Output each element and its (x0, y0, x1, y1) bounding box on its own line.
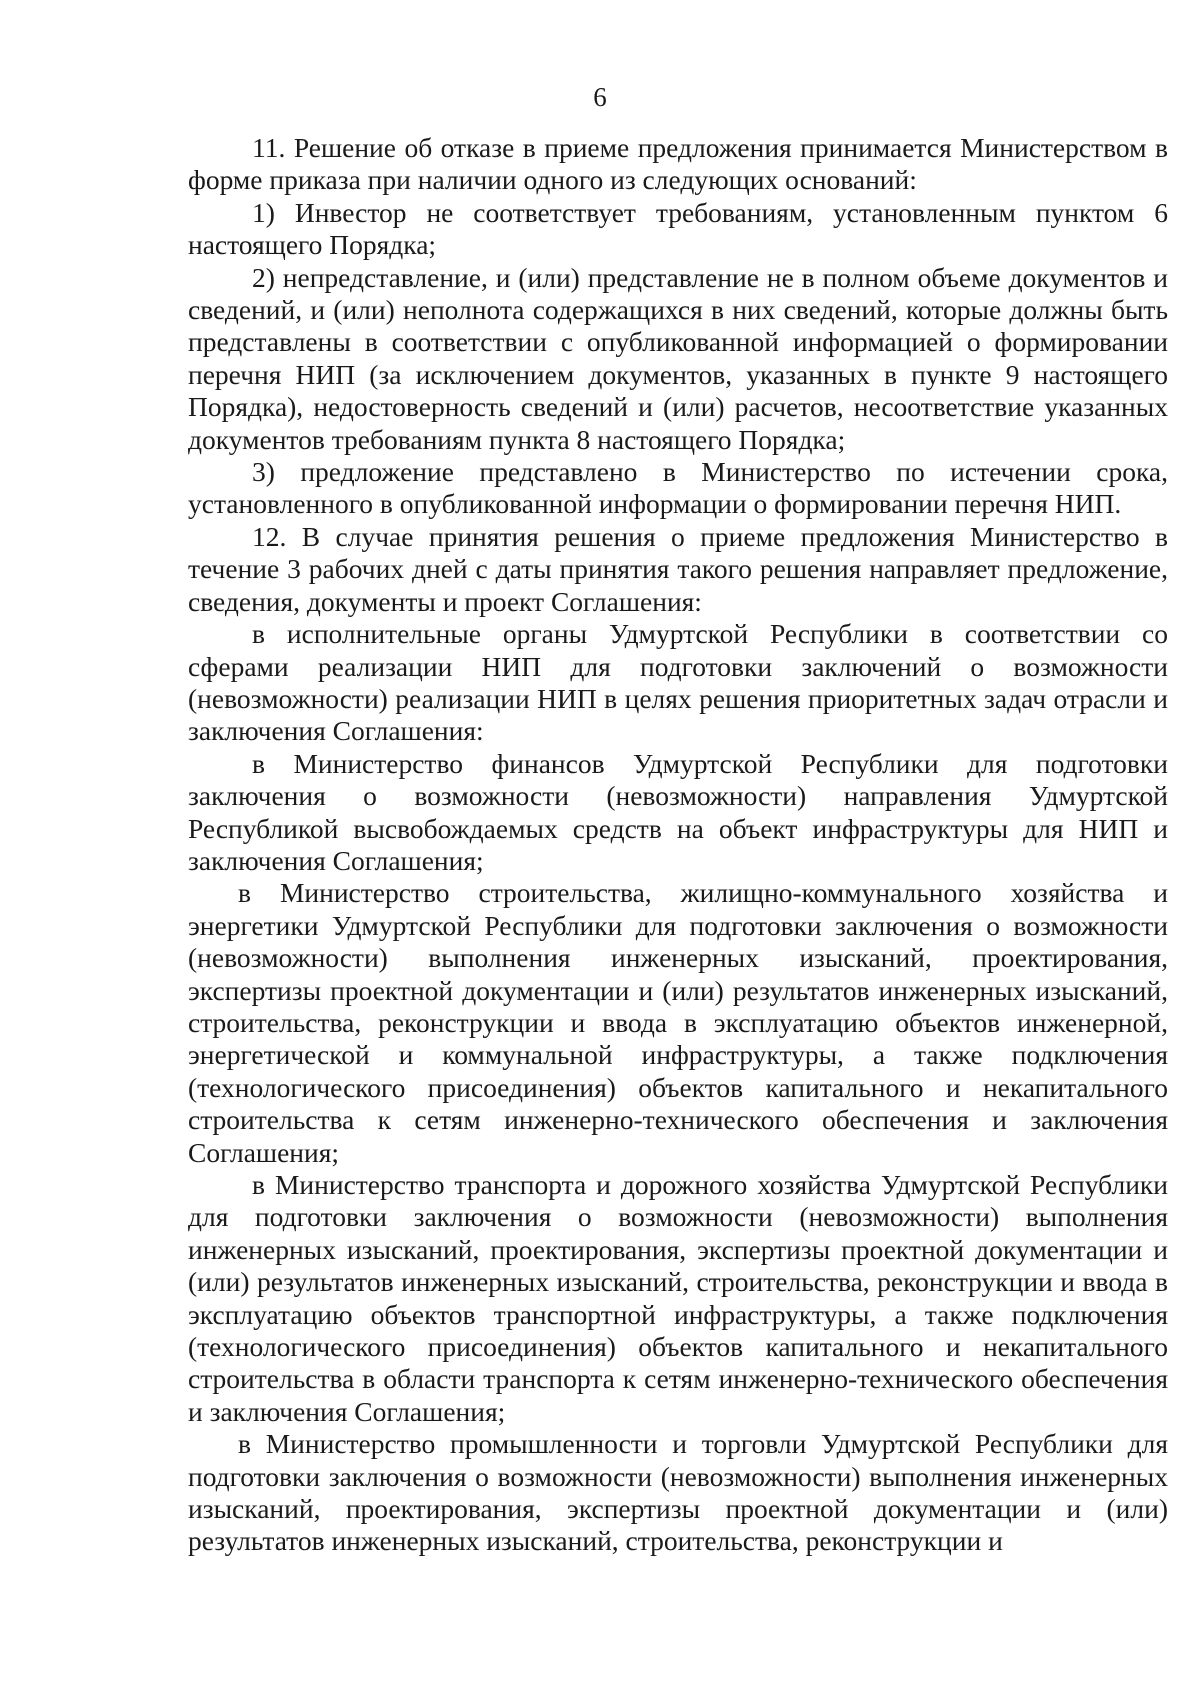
paragraph-12-executive-bodies: в исполнительные органы Удмуртской Республики в соответствии со сферами реализации НИП для подготовки заключений о возможности (невозможности) реализации НИП в целях решения приоритетных задач отрасли и заключения Соглашения: (188, 618, 1168, 747)
paragraph-11: 11. Решение об отказе в приеме предложения принимается Министерством в форме приказа при наличии одного из следующих оснований: (188, 132, 1168, 196)
paragraph-12-ministry-transport: в Министерство транспорта и дорожного хозяйства Удмуртской Республики для подготовки заключения о возможности (невозможности) выполнения инженерных изысканий, проектирования, экспертизы проектной документации и (или) результатов инженерных изысканий, строительства, реконструкции и ввода в эксплуатацию объектов транспортной инфраструктуры, а также подключения (технологического присоединения) объектов капитального и некапитального строительства в области транспорта к сетям инженерно-технического обеспечения и заключения Соглашения; (188, 1169, 1168, 1427)
paragraph-12-ministry-finance: в Министерство финансов Удмуртской Республики для подготовки заключения о возможности (невозможности) направления Удмуртской Республикой высвобождаемых средств на объект инфраструктуры для НИП и заключения Соглашения; (188, 747, 1168, 876)
paragraph-12-ministry-industry: в Министерство промышленности и торговли Удмуртской Республики для подготовки заключения о возможности (невозможности) выполнения инженерных изысканий, проектирования, экспертизы проектной документации и (или) результатов инженерных изысканий, строительства, реконструкции и (188, 1428, 1168, 1557)
paragraph-11-item-3: 3) предложение представлено в Министерство по истечении срока, установленного в опубликованной информации о формировании перечня НИП. (188, 456, 1168, 520)
document-body (188, 132, 1168, 1558)
paragraph-12-ministry-construction: в Министерство строительства, жилищно-коммунального хозяйства и энергетики Удмуртской Республики для подготовки заключения о возможности (невозможности) выполнения инженерных изысканий, проектирования, экспертизы проектной документации и (или) результатов инженерных изысканий, строительства, реконструкции и ввода в эксплуатацию объектов инженерной, энергетической и коммунальной инфраструктуры, а также подключения (технологического присоединения) объектов капитального и некапитального строительства к сетям инженерно-технического обеспечения и заключения Соглашения; (188, 877, 1168, 1168)
paragraph-12: 12. В случае принятия решения о приеме предложения Министерство в течение 3 рабочих дней с даты принятия такого решения направляет предложение, сведения, документы и проект Соглашения: (188, 520, 1168, 617)
paragraph-11-item-2: 2) непредставление, и (или) представление не в полном объеме документов и сведений, и (или) неполнота содержащихся в них сведений, которые должны быть представлены в соответствии с опубликованной информацией о формировании перечня НИП (за исключением документов, указанных в пункте 9 настоящего Порядка), недостоверность сведений и (или) расчетов, несоответствие указанных документов требованиям пункта 8 настоящего Порядка; (188, 261, 1168, 455)
page-number: 6 (593, 82, 607, 112)
paragraph-11-item-1: 1) Инвестор не соответствует требованиям, установленным пунктом 6 настоящего Порядка; (188, 196, 1168, 261)
